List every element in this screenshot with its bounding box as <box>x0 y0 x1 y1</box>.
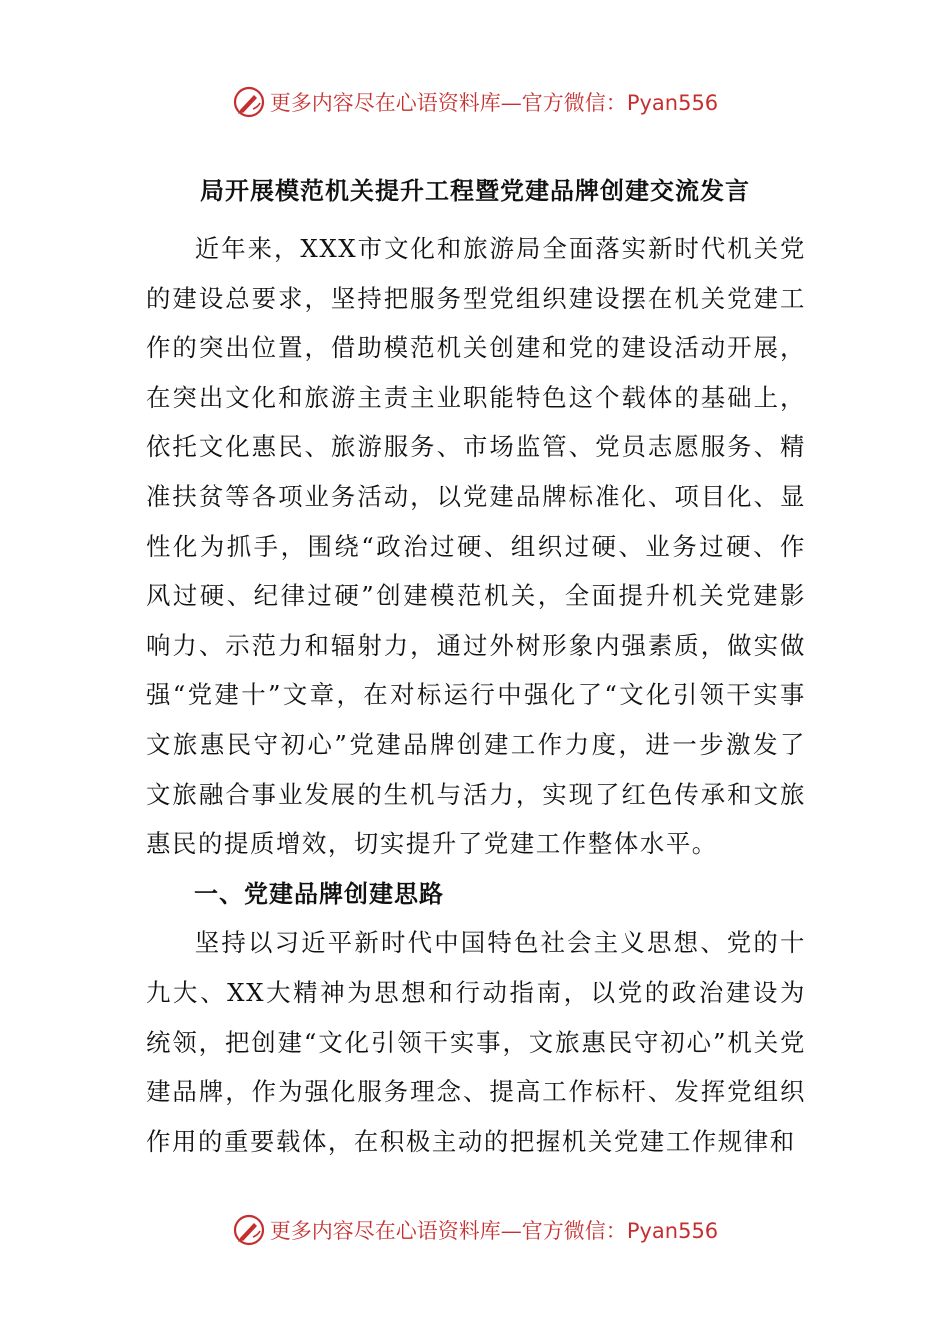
watermark-account: Pyan556 <box>626 91 719 115</box>
pen-logo-icon <box>232 1213 266 1247</box>
document-title: 局开展模范机关提升工程暨党建品牌创建交流发言 <box>200 176 750 205</box>
document-body <box>146 224 806 1166</box>
watermark-banner-bottom <box>0 1210 950 1250</box>
watermark-account: Pyan556 <box>626 1219 719 1243</box>
watermark-text: 更多内容尽在心语资料库—官方微信：Pyan556 <box>269 91 719 115</box>
intro-paragraph: 近年来，XXX市文化和旅游局全面落实新时代机关党的建设总要求，坚持把服务型党组织建设摆在机关党建工作的突出位置，借助模范机关创建和党的建设活动开展，在突出文化和旅游主责主业职能特色这个载体的基础上，依托文化惠民、旅游服务、市场监管、党员志愿服务、精准扶贫等各项业务活动，以党建品牌标准化、项目化、显性化为抓手，围绕“政治过硬、组织过硬、业务过硬、作风过硬、纪律过硬”创建模范机关，全面提升机关党建影响力、示范力和辐射力，通过外树形象内强素质，做实做强“党建十”文章，在对标运行中强化了“文化引领干实事文旅惠民守初心”党建品牌创建工作力度，进一步激发了文旅融合事业发展的生机与活力，实现了红色传承和文旅惠民的提质增效，切实提升了党建工作整体水平。 <box>146 234 806 859</box>
section-paragraph: 坚持以习近平新时代中国特色社会主义思想、党的十九大、XX大精神为思想和行动指南，以党的政治建设为统领，把创建“文化引领干实事，文旅惠民守初心”机关党建品牌，作为强化服务理念、提高工作标杆、发挥党组织作用的重要载体，在积极主动的把握机关党建工作规律和 <box>146 928 806 1156</box>
watermark-text: 更多内容尽在心语资料库—官方微信：Pyan556 <box>269 1219 719 1243</box>
section-heading: 一、党建品牌创建思路 <box>194 878 444 908</box>
pen-logo-icon <box>232 85 266 119</box>
watermark-banner-top <box>0 82 950 122</box>
